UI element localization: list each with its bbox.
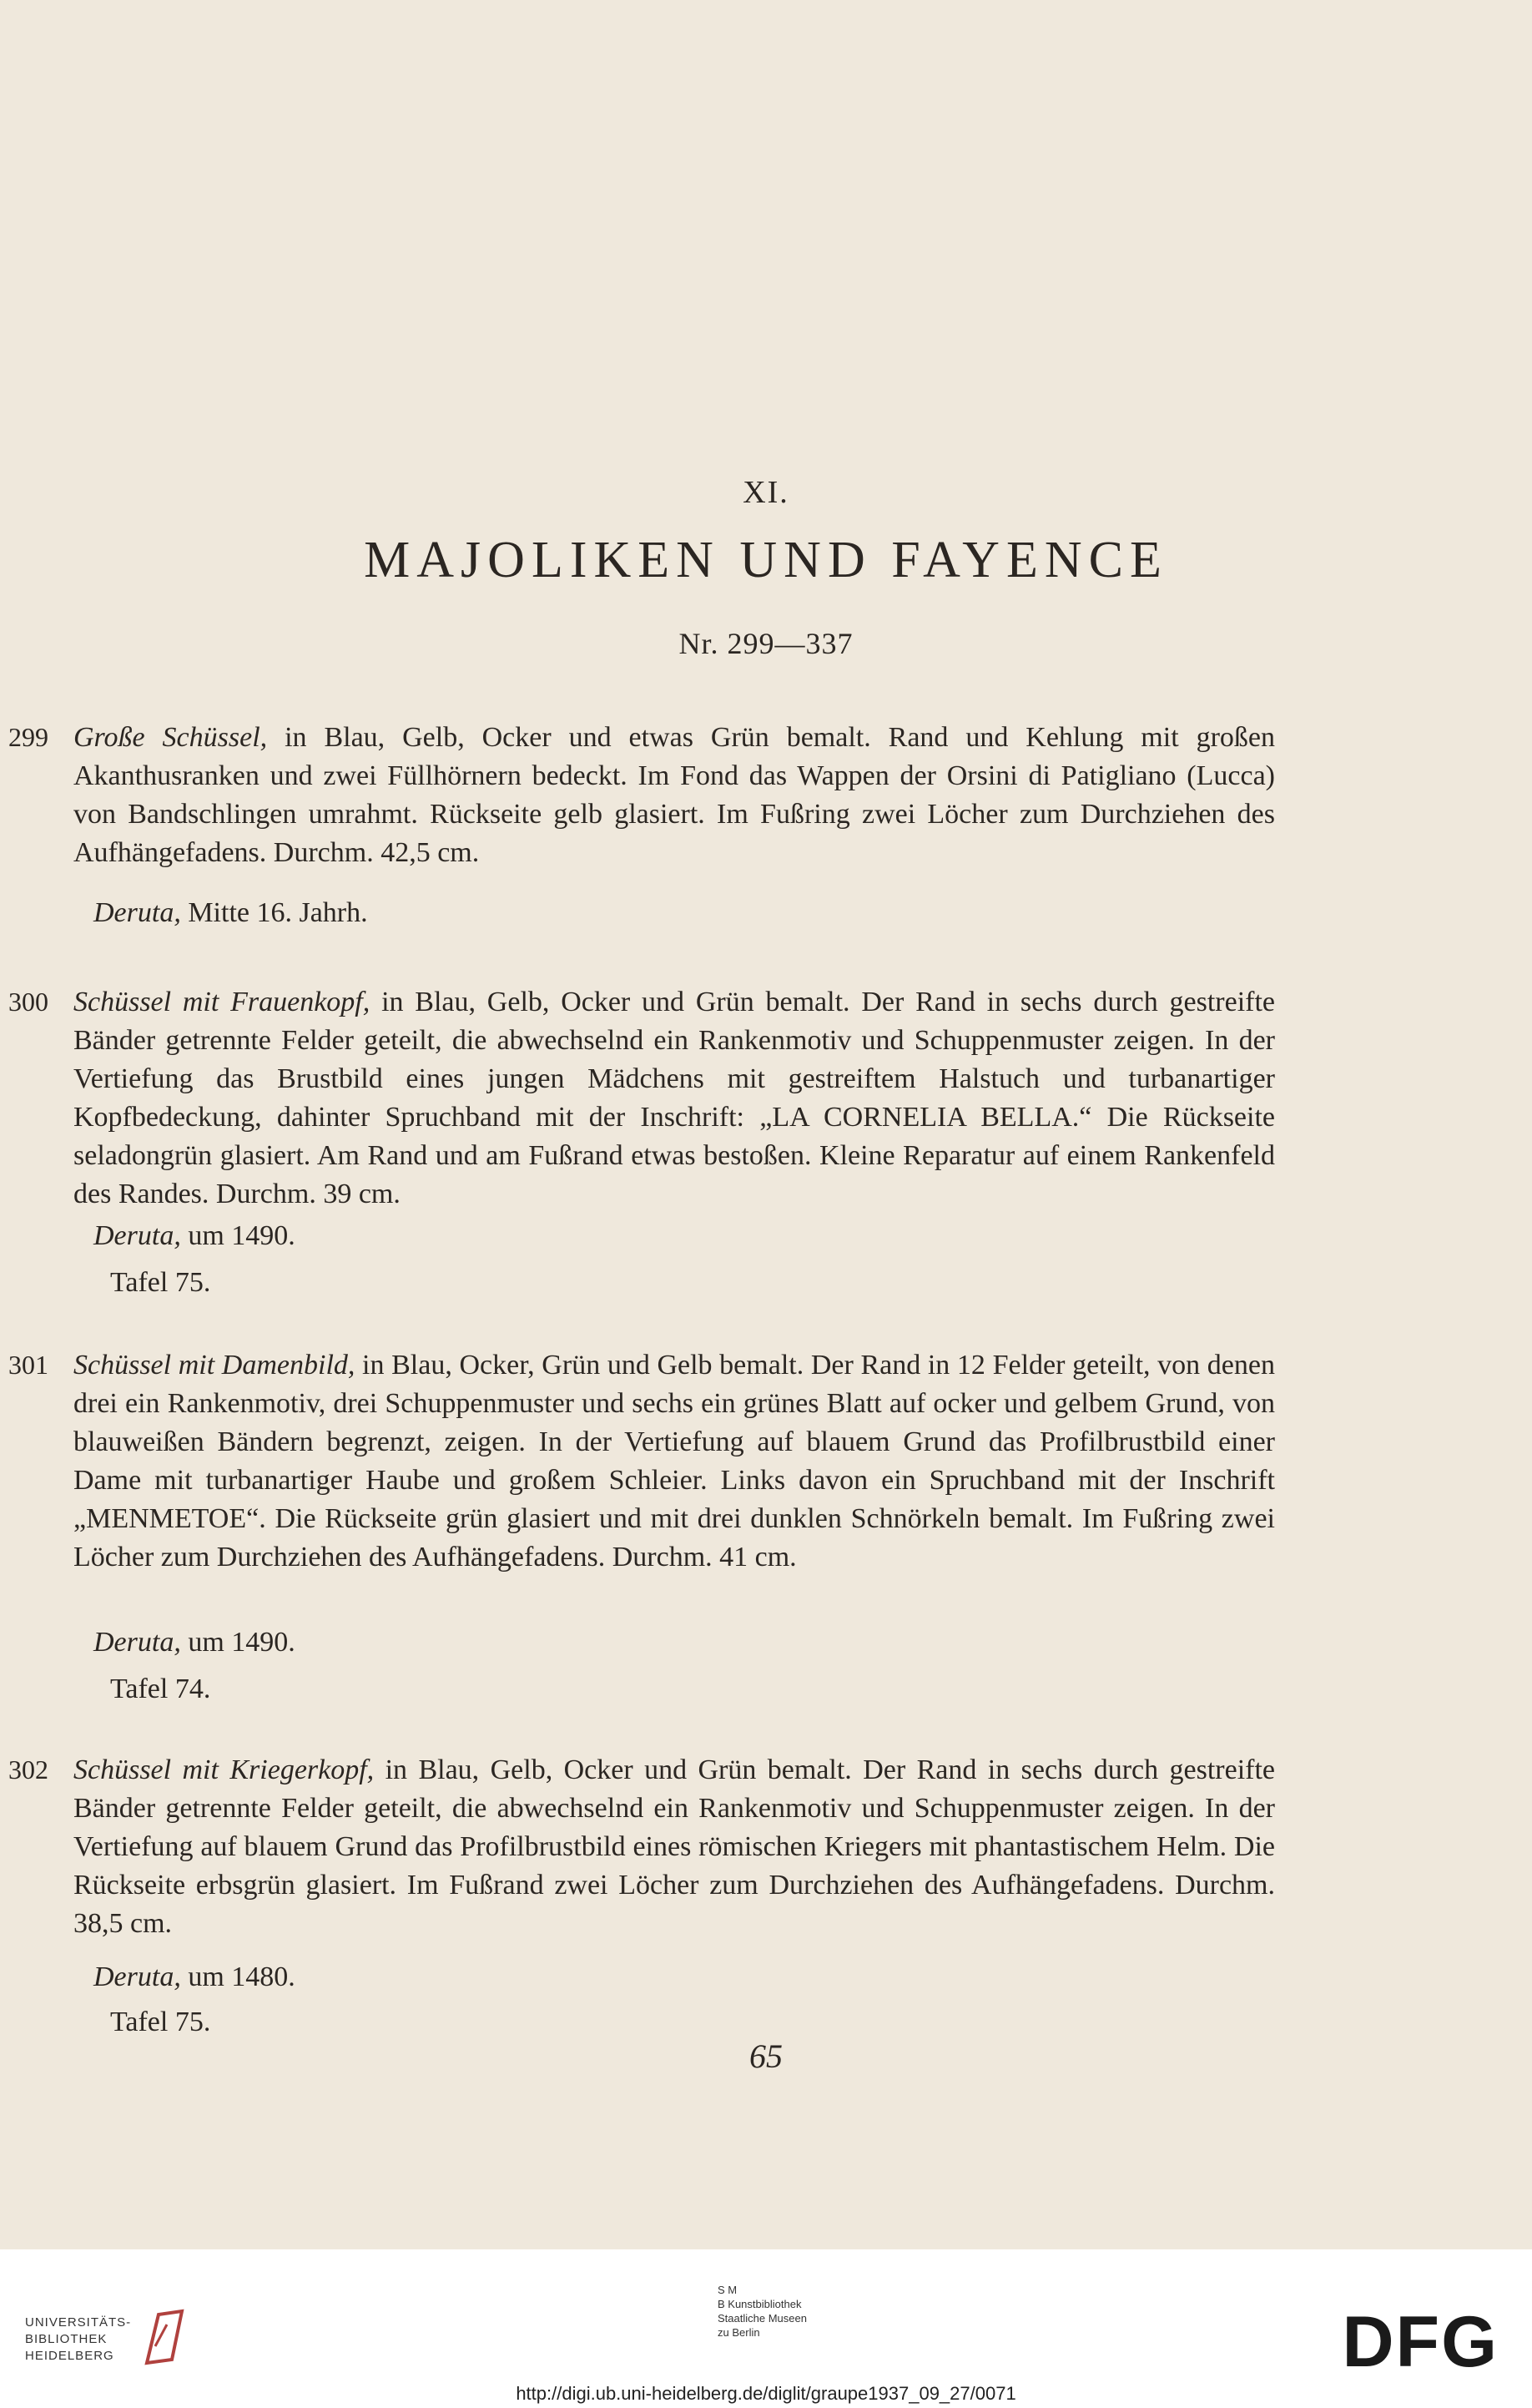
entry-description: in Blau, Gelb, Ocker und etwas Grün bemalt. Rand und Kehlung mit großen Akanthusranken und zwei Füllhörnern bedeckt. Im Fond das Wappen der Orsini di Patigliano (Lucca) von Bandschlingen umrahmt. Rückseite gelb glasiert. Im Fußring zwei Löcher zum Durchziehen des Aufhängefadens. Durchm. 42,5 cm. (73, 722, 1275, 868)
entry-place: Deruta, (93, 1627, 181, 1658)
entry-date: Mitte 16. Jahrh. (188, 897, 368, 928)
entry-origin (93, 1627, 295, 1658)
entry-place: Deruta, (93, 897, 181, 928)
entry-plate: Tafel 75. (110, 2007, 211, 2037)
digitization-footer (0, 2249, 1532, 2408)
university-library-logo[interactable] (25, 2315, 131, 2365)
library-line: S M (718, 2284, 738, 2296)
entry-date: um 1490. (188, 1627, 295, 1658)
entry-origin (93, 1220, 295, 1252)
entry-text (73, 719, 1275, 872)
entry-place: Deruta, (93, 1961, 181, 1992)
chapter-range: Nr. 299—337 (678, 627, 854, 660)
entry-place: Deruta, (93, 1220, 181, 1251)
entry-title: Schüssel mit Damenbild, (73, 1350, 355, 1381)
entry-plate: Tafel 75. (110, 1267, 211, 1298)
entry-text (73, 983, 1275, 1214)
entry-text (73, 1751, 1275, 1943)
logo-line: BIBLIOTHEK (25, 2332, 108, 2346)
logo-line: UNIVERSITÄTS- (25, 2315, 132, 2330)
permalink-url[interactable]: http://digi.ub.uni-heidelberg.de/diglit/graupe1937_09_27/0071 (516, 2383, 1016, 2404)
page-number: 65 (749, 2037, 783, 2075)
entry-number: 300 (8, 987, 48, 1017)
entry-number: 299 (8, 722, 48, 752)
dfg-logo[interactable]: DFG (1342, 2302, 1499, 2382)
chapter-title: MAJOLIKEN UND FAYENCE (364, 532, 1168, 588)
entry-title: Schüssel mit Frauenkopf, (73, 987, 370, 1017)
entry-plate: Tafel 74. (110, 1673, 211, 1704)
university-emblem-icon (142, 2308, 187, 2366)
entry-description: in Blau, Gelb, Ocker und Grün bemalt. Der Rand in sechs durch gestreifte Bänder getrennte Felder geteilt, die abwechselnd ein Rankenmotiv und Schuppenmuster zeigen. In der Vertiefung auf blauem Grund das Profilbrustbild eines römischen Kriegers mit phantastischem Helm. Die Rückseite erbsgrün glasiert. Im Fußrand zwei Löcher zum Durchziehen des Aufhängefadens. Durchm. 38,5 cm. (73, 1754, 1276, 1939)
entry-title: Große Schüssel, (73, 722, 268, 753)
entry-description: in Blau, Gelb, Ocker und Grün bemalt. Der Rand in sechs durch gestreifte Bänder getrennte Felder geteilt, die abwechselnd ein Rankenmotiv und Schuppenmuster zeigen. In der Vertiefung das Brustbild eines jungen Mädchens mit gestreiftem Halstuch und turbanartiger Kopfbedeckung, dahinter Spruchband mit der Inschrift: „LA CORNELIA BELLA.“ Die Rückseite seladongrün glasiert. Am Rand und am Fußrand etwas bestoßen. Kleine Reparatur auf einem Rankenfeld des Randes. Durchm. 39 cm. (73, 987, 1276, 1209)
entry-description: in Blau, Ocker, Grün und Gelb bemalt. Der Rand in 12 Felder geteilt, von denen drei ein Rankenmotiv, drei Schuppenmuster und sechs ein grünes Blatt auf ocker und gelbem Grund, von blauweißen Bändern begrenzt, zeigen. In der Vertiefung auf blauem Grund das Profilbrustbild einer Dame mit turbanartiger Haube und großem Schleier. Links davon ein Spruchband mit der Inschrift „MENMETOE“. Die Rückseite grün glasiert und mit drei dunklen Schnörkeln bemalt. Im Fußring zwei Löcher zum Durchziehen des Aufhängefadens. Durchm. 41 cm. (73, 1350, 1275, 1573)
entry-number: 301 (8, 1350, 48, 1380)
library-line: B Kunstbibliothek (718, 2298, 802, 2310)
entry-text (73, 1346, 1275, 1577)
entry-number: 302 (8, 1754, 48, 1785)
entry-origin (93, 1961, 295, 1993)
library-line: Staatliche Museen (718, 2312, 807, 2325)
library-line: zu Berlin (718, 2326, 760, 2339)
kunstbibliothek-logo (718, 2283, 807, 2340)
entry-origin (93, 897, 368, 929)
entry-date: um 1480. (188, 1961, 295, 1992)
chapter-number: XI. (743, 475, 789, 510)
logo-line: HEIDELBERG (25, 2349, 114, 2363)
entry-date: um 1490. (188, 1220, 295, 1251)
entry-title: Schüssel mit Kriegerkopf, (73, 1754, 375, 1785)
